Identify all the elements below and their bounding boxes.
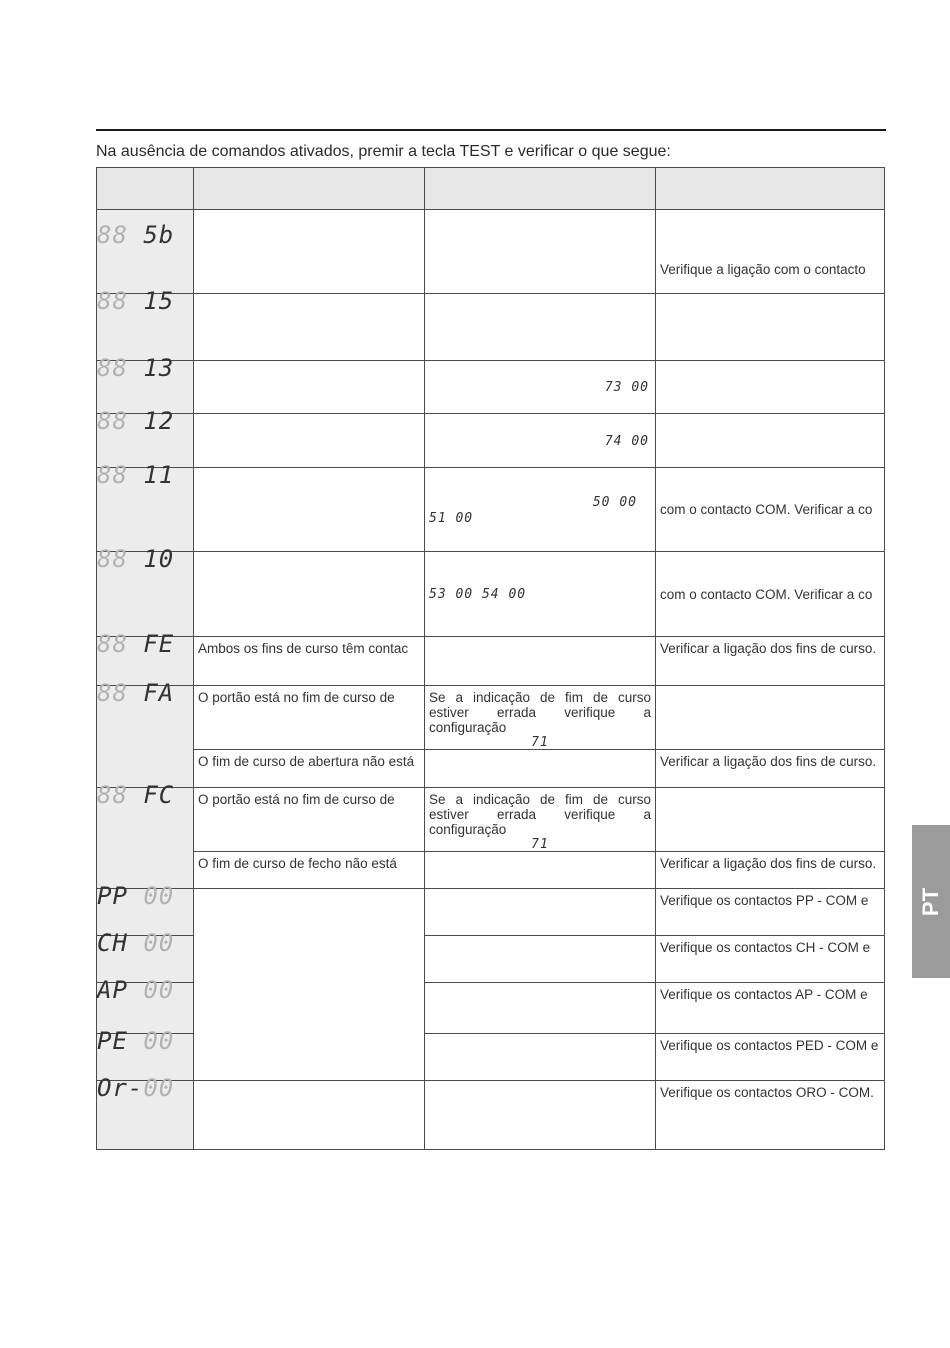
description-cell — [194, 468, 425, 552]
display-code — [97, 461, 194, 552]
display-code-digits: 11 — [143, 461, 175, 489]
remedy-text: Verifique os contactos ORO - COM. — [660, 1085, 874, 1100]
display-dim-digits: 00 — [143, 929, 175, 957]
parameter-display: 51 00 — [429, 510, 474, 526]
display-dim-digits: 88 — [97, 781, 128, 809]
cause-cell — [425, 552, 656, 637]
table-header-row — [97, 168, 885, 210]
diagnostics-table — [96, 167, 885, 1150]
display-dim-digits: 88 — [97, 630, 128, 658]
remedy-text: Verifique os contactos CH - COM e — [660, 940, 871, 955]
display-code-digits: Or — [97, 1074, 128, 1102]
display-code — [97, 287, 194, 361]
remedy-text: Verifique os contactos PP - COM e — [660, 893, 869, 908]
remedy-cell — [656, 210, 885, 294]
display-code — [97, 407, 194, 468]
header-cell-description — [194, 168, 425, 210]
table-row — [97, 686, 885, 750]
remedy-cell — [656, 889, 885, 936]
remedy-cell — [656, 468, 885, 552]
table-row — [97, 852, 885, 889]
description-text: O portão está no fim de curso de — [198, 690, 395, 705]
description-cell — [194, 889, 425, 1081]
display-dim-digits: 88 — [97, 287, 128, 315]
display-code-digits: 12 — [143, 407, 175, 435]
remedy-text: com o contacto COM. Verificar a co — [660, 502, 873, 517]
parameter-display: 71 — [531, 837, 549, 852]
parameter-display: 73 00 — [604, 380, 649, 395]
cause-cell — [425, 361, 656, 414]
remedy-cell — [656, 552, 885, 637]
cause-cell — [425, 1034, 656, 1081]
remedy-cell — [656, 983, 885, 1034]
display-dim-digits: 88 — [97, 679, 128, 707]
description-cell — [194, 1081, 425, 1150]
remedy-cell — [656, 361, 885, 414]
display-dim-digits: 88 — [97, 221, 128, 249]
parameter-display: 71 — [531, 735, 549, 750]
cause-cell — [425, 414, 656, 468]
table-row — [97, 294, 885, 361]
display-dim-digits: 00 — [143, 882, 175, 910]
cause-cell — [425, 210, 656, 294]
header-cell-remedy — [656, 168, 885, 210]
table-row — [97, 889, 885, 936]
parameter-display: 50 00 — [592, 494, 637, 510]
remedy-cell — [656, 294, 885, 361]
description-cell — [194, 552, 425, 637]
remedy-cell — [656, 414, 885, 468]
cause-cell — [425, 788, 656, 852]
description-cell — [194, 361, 425, 414]
table-row — [97, 788, 885, 852]
cause-cell — [425, 468, 656, 552]
remedy-text: Verificar a ligação dos fins de curso. — [660, 641, 877, 656]
table-row — [97, 552, 885, 637]
description-cell — [194, 788, 425, 852]
cause-cell — [425, 637, 656, 686]
language-tab — [912, 825, 950, 978]
cause-cell — [425, 852, 656, 889]
description-cell — [194, 686, 425, 750]
cause-cell — [425, 1081, 656, 1150]
cause-text: Se a indicação de fim de curso estiver errada verifique a configuração — [429, 690, 651, 735]
cause-cell — [425, 983, 656, 1034]
description-text: O portão está no fim de curso de — [198, 792, 395, 807]
display-code-digits: 10 — [143, 545, 175, 573]
table-row — [97, 750, 885, 788]
remedy-cell — [656, 936, 885, 983]
cause-cell — [425, 750, 656, 788]
display-code-digits: PE — [97, 1027, 128, 1055]
display-dim-digits: 88 — [97, 545, 128, 573]
remedy-text: Verifique a ligação com o contacto — [660, 262, 866, 277]
table-row — [97, 361, 885, 414]
remedy-cell — [656, 750, 885, 788]
parameter-display: 53 00 54 00 — [429, 587, 527, 602]
description-cell — [194, 637, 425, 686]
remedy-cell — [656, 1081, 885, 1150]
table-row — [97, 210, 885, 294]
display-dim-digits: 00 — [143, 1027, 175, 1055]
display-code — [97, 545, 194, 637]
cause-cell — [425, 889, 656, 936]
description-cell — [194, 414, 425, 468]
display-code-digits: 15 — [143, 287, 175, 315]
display-dim-digits: 88 — [97, 461, 128, 489]
header-cell-cause — [425, 168, 656, 210]
display-dim-digits: 88 — [97, 354, 128, 382]
remedy-text: Verifique os contactos AP - COM e — [660, 987, 868, 1002]
display-code-digits: 5b — [143, 221, 175, 249]
display-code-digits: CH — [97, 929, 128, 957]
display-dim-digits: 00 — [143, 1074, 175, 1102]
remedy-cell — [656, 637, 885, 686]
cause-text: Se a indicação de fim de curso estiver errada verifique a configuração — [429, 792, 651, 837]
display-dim-digits: 88 — [97, 407, 128, 435]
cause-cell — [425, 294, 656, 361]
display-code-digits: FC — [143, 781, 175, 809]
intro-text: Na ausência de comandos ativados, premir a tecla TEST e verificar o que segue: — [96, 143, 671, 160]
language-tab-label: PT — [918, 887, 943, 916]
table-row — [97, 414, 885, 468]
cause-cell — [425, 936, 656, 983]
table-row — [97, 468, 885, 552]
display-code — [97, 210, 194, 294]
remedy-cell — [656, 852, 885, 889]
remedy-cell — [656, 686, 885, 750]
remedy-text: Verificar a ligação dos fins de curso. — [660, 856, 877, 871]
table-row — [97, 1081, 885, 1150]
display-code-digits: FE — [143, 630, 175, 658]
remedy-text: Verificar a ligação dos fins de curso. — [660, 754, 877, 769]
display-code — [97, 976, 194, 1034]
display-code — [97, 679, 194, 788]
description-cell — [194, 294, 425, 361]
display-code: Or-00 — [97, 1081, 194, 1150]
display-dim-digits: 00 — [143, 976, 175, 1004]
description-text: O fim de curso de abertura não está — [198, 754, 415, 769]
top-rule — [96, 129, 886, 131]
description-text: O fim de curso de fecho não está — [198, 856, 397, 871]
display-code — [97, 781, 194, 889]
cause-cell — [425, 686, 656, 750]
remedy-cell — [656, 788, 885, 852]
remedy-text: Verifique os contactos PED - COM e — [660, 1038, 879, 1053]
display-code — [97, 354, 194, 414]
display-code-digits: AP — [97, 976, 128, 1004]
header-cell-display — [97, 168, 194, 210]
description-cell — [194, 852, 425, 889]
display-code-digits: PP — [97, 882, 128, 910]
remedy-text: com o contacto COM. Verificar a co — [660, 586, 873, 602]
description-cell — [194, 210, 425, 294]
table-row — [97, 637, 885, 686]
display-code-digits: 13 — [143, 354, 175, 382]
display-code-digits: FA — [143, 679, 175, 707]
description-text: Ambos os fins de curso têm contac — [198, 641, 409, 656]
remedy-cell — [656, 1034, 885, 1081]
parameter-display: 74 00 — [604, 433, 649, 449]
description-cell — [194, 750, 425, 788]
